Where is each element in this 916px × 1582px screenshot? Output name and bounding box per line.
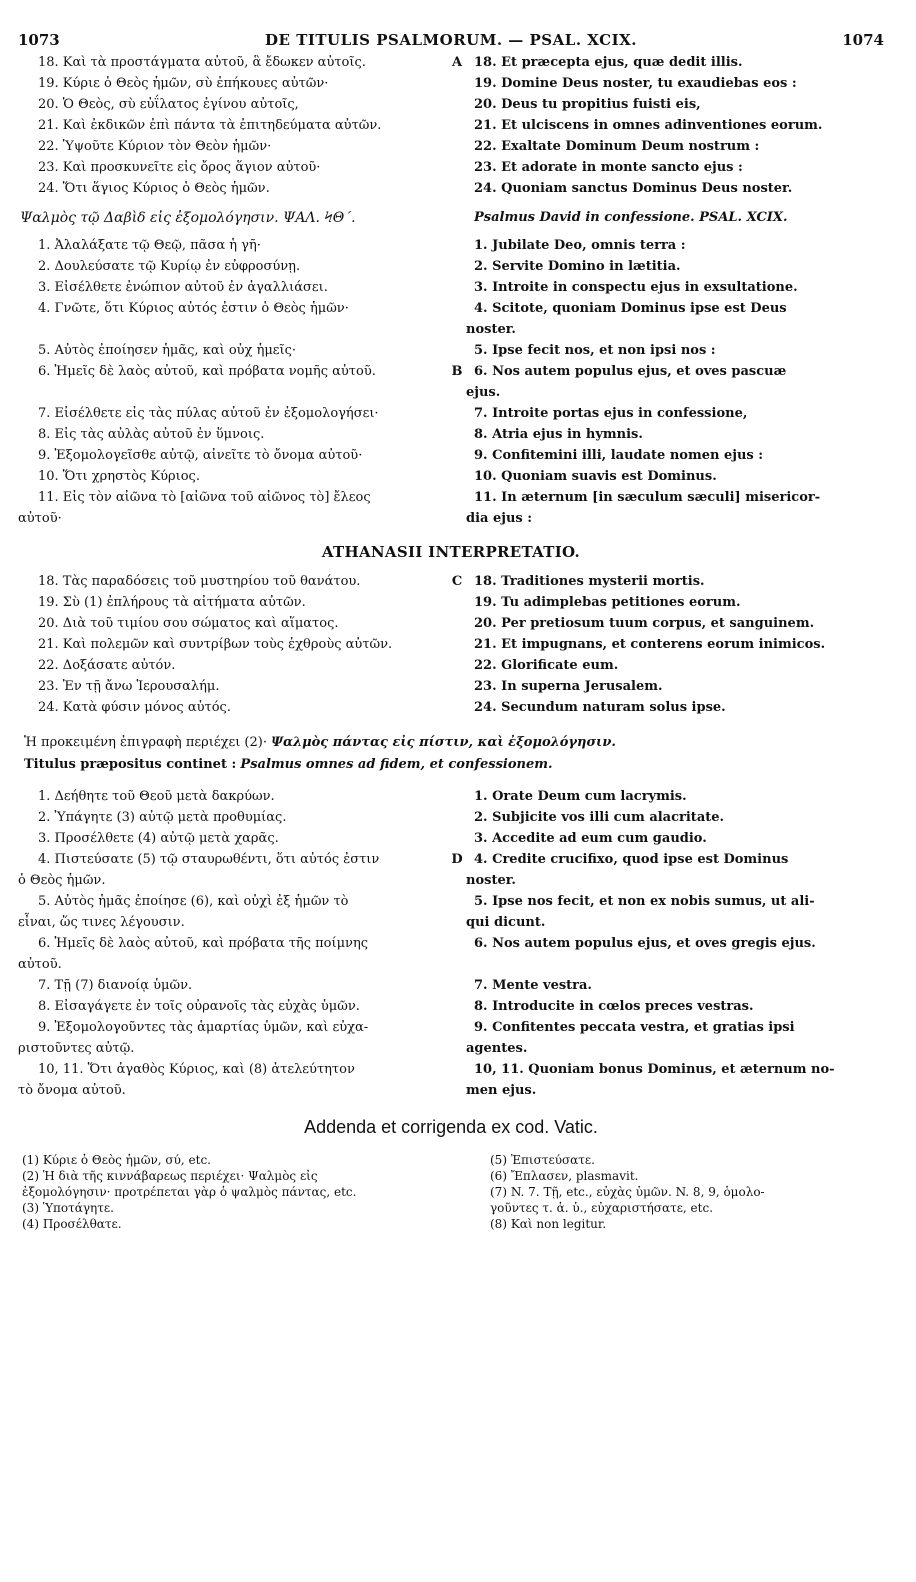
verse-row xyxy=(18,340,884,361)
verse-row xyxy=(18,178,884,199)
verse-row xyxy=(18,487,884,529)
verse-greek xyxy=(18,178,448,199)
verse-greek xyxy=(18,634,448,655)
verse-greek xyxy=(18,571,448,592)
verse-latin-text: 22. Exaltate Dominum Deum nostrum : xyxy=(474,139,760,154)
verse-greek xyxy=(18,256,448,277)
verse-latin-text: 1. Jubilate Deo, omnis terra : xyxy=(474,238,686,253)
verse-latin-text: 18. Traditiones mysterii mortis. xyxy=(474,574,705,589)
verse-latin-text: 2. Subjicite vos illi cum alacritate. xyxy=(474,810,725,825)
verse-latin-text: 19. Tu adimplebas petitiones eorum. xyxy=(474,595,741,610)
verse-greek-text: 2. Δουλεύσατε τῷ Κυρίῳ ἐν εὐφροσύνῃ. xyxy=(38,259,301,274)
verse-greek-text: 9. Ἐξομολογεῖσθε αὐτῷ, αἰνεῖτε τὸ ὄνομα αὐτοῦ· xyxy=(38,448,363,463)
verse-latin-text: 20. Deus tu propitius fuisti eis, xyxy=(474,97,701,112)
verse-greek-text: 3. Εἰσέλθετε ἐνώπιον αὐτοῦ ἐν ἀγαλλιάσει. xyxy=(38,280,328,295)
verse-greek-text: 10. Ὅτι χρηστὸς Κύριος. xyxy=(38,469,200,484)
verse-greek-continuation: τὸ ὄνομα αὐτοῦ. xyxy=(18,1083,126,1098)
verse-latin-text: 1. Orate Deum cum lacrymis. xyxy=(474,789,687,804)
verse-greek xyxy=(18,298,448,319)
verse-row xyxy=(18,786,884,807)
verse-row xyxy=(18,235,884,256)
verse-latin xyxy=(466,592,884,613)
verse-latin-continuation: noster. xyxy=(466,873,516,888)
verses-block-4 xyxy=(18,786,884,1101)
page xyxy=(18,28,884,1232)
verse-latin-text: 2. Servite Domino in lætitia. xyxy=(474,259,681,274)
verse-latin-text: 20. Per pretiosum tuum corpus, et sanguinem. xyxy=(474,616,815,631)
verse-row xyxy=(18,634,884,655)
verse-greek xyxy=(18,115,448,136)
verse-latin xyxy=(466,849,884,891)
verse-latin xyxy=(466,933,884,954)
verse-latin-text: 11. In æternum [in sæculum sæculi] misericor- xyxy=(474,490,821,505)
verse-row xyxy=(18,849,884,891)
verse-row xyxy=(18,94,884,115)
verse-greek xyxy=(18,52,448,73)
verse-row xyxy=(18,157,884,178)
verse-latin xyxy=(466,1059,884,1101)
verse-latin-text: 8. Introducite in cœlos preces vestras. xyxy=(474,999,754,1014)
verse-greek-text: 23. Καὶ προσκυνεῖτε εἰς ὄρος ἅγιον αὐτοῦ· xyxy=(38,160,321,175)
verse-greek xyxy=(18,592,448,613)
verse-row xyxy=(18,655,884,676)
verse-greek-text: 8. Εἰσαγάγετε ἐν τοῖς οὐρανοῖς τὰς εὐχὰς ὑμῶν. xyxy=(38,999,360,1014)
verse-greek xyxy=(18,445,448,466)
verse-latin xyxy=(466,996,884,1017)
verse-latin-text: 4. Scitote, quoniam Dominus ipse est Deus xyxy=(474,301,787,316)
verse-greek-text: 1. Δεήθητε τοῦ Θεοῦ μετὰ δακρύων. xyxy=(38,789,275,804)
verse-row xyxy=(18,933,884,975)
verse-latin xyxy=(466,73,884,94)
column-marker: B xyxy=(451,364,463,379)
verse-latin xyxy=(466,136,884,157)
verse-latin-continuation: dia ejus : xyxy=(466,511,533,526)
epigraph-latin-plain: Titulus præpositus continet : xyxy=(24,757,237,772)
verse-row xyxy=(18,361,884,403)
verse-latin xyxy=(466,157,884,178)
verse-latin-continuation: men ejus. xyxy=(466,1083,537,1098)
verse-greek-text: 22. Ὑψοῦτε Κύριον τὸν Θεὸν ἡμῶν· xyxy=(38,139,272,154)
addenda-note: (4) Προσέλθατε. xyxy=(22,1217,122,1231)
verse-row xyxy=(18,73,884,94)
verse-latin-text: 6. Nos autem populus ejus, et oves gregis ejus. xyxy=(474,936,816,951)
epigraph xyxy=(24,732,884,776)
verse-row xyxy=(18,445,884,466)
verse-row xyxy=(18,571,884,592)
verse-greek xyxy=(18,1017,448,1059)
section-title: ATHANASII INTERPRETATIO. xyxy=(321,543,581,561)
verse-row xyxy=(18,828,884,849)
verse-latin xyxy=(466,298,884,340)
verse-latin xyxy=(466,115,884,136)
verse-greek xyxy=(18,933,448,975)
verse-greek-text: 5. Αὐτὸς ἡμᾶς ἐποίησε (6), καὶ οὐχὶ ἐξ ἡμῶν τὸ xyxy=(38,894,349,909)
verse-greek-text: 23. Ἐν τῇ ἄνω Ἱερουσαλήμ. xyxy=(38,679,220,694)
verse-latin xyxy=(466,891,884,933)
verse-greek-text: 11. Εἰς τὸν αἰῶνα τὸ [αἰῶνα τοῦ αἰῶνος τὸ] ἔλεος xyxy=(38,490,371,505)
verse-row xyxy=(18,256,884,277)
verse-greek-text: 24. Ὅτι ἅγιος Κύριος ὁ Θεὸς ἡμῶν. xyxy=(38,181,270,196)
addenda-note: (6) Ἔπλασεν, plasmavit. xyxy=(490,1169,639,1183)
verse-latin-text: 23. In superna Jerusalem. xyxy=(474,679,663,694)
running-title: DE TITULIS PSALMORUM. — PSAL. XCIX. xyxy=(265,31,637,49)
page-number-right: 1074 xyxy=(842,31,884,49)
verse-row xyxy=(18,52,884,73)
verse-greek xyxy=(18,891,448,933)
verse-latin xyxy=(466,655,884,676)
verse-latin xyxy=(466,487,884,529)
verse-latin-text: 22. Glorificate eum. xyxy=(474,658,619,673)
verse-greek-text: 6. Ἡμεῖς δὲ λαὸς αὐτοῦ, καὶ πρόβατα τῆς ποίμνης xyxy=(38,936,369,951)
verse-greek xyxy=(18,157,448,178)
column-marker: A xyxy=(451,55,463,70)
verse-row xyxy=(18,403,884,424)
verse-greek-continuation: αὐτοῦ· xyxy=(18,511,62,526)
verse-greek-text: 20. Ὁ Θεὸς, σὺ εὐΐλατος ἐγίνου αὐτοῖς, xyxy=(38,97,299,112)
verse-latin-text: 19. Domine Deus noster, tu exaudiebas eos : xyxy=(474,76,797,91)
addenda-note: γοῦντες τ. ἁ. ὑ., εὐχαριστήσατε, etc. xyxy=(490,1201,714,1215)
verse-greek xyxy=(18,403,448,424)
verse-greek-text: 21. Καὶ ἐκδικῶν ἐπὶ πάντα τὰ ἐπιτηδεύματα αὐτῶν. xyxy=(38,118,382,133)
verse-greek xyxy=(18,466,448,487)
addenda-title: Addenda et corrigenda ex cod. Vatic. xyxy=(304,1117,598,1137)
epigraph-greek xyxy=(24,732,884,754)
addenda-note: (8) Καὶ non legitur. xyxy=(490,1217,607,1231)
verse-row xyxy=(18,115,884,136)
verse-latin-text: 24. Secundum naturam solus ipse. xyxy=(474,700,726,715)
verse-latin-text: 5. Ipse fecit nos, et non ipsi nos : xyxy=(474,343,716,358)
verses-block-3 xyxy=(18,571,884,718)
verse-latin xyxy=(466,975,884,996)
addenda-note: (5) Ἐπιστεύσατε. xyxy=(490,1153,595,1167)
verse-latin xyxy=(466,424,884,445)
verse-greek xyxy=(18,786,448,807)
verse-greek xyxy=(18,424,448,445)
verse-row xyxy=(18,277,884,298)
verse-latin-continuation: qui dicunt. xyxy=(466,915,546,930)
verse-greek xyxy=(18,235,448,256)
verse-greek-text: 4. Γνῶτε, ὅτι Κύριος αὐτός ἐστιν ὁ Θεὸς ἡμῶν· xyxy=(38,301,349,316)
verse-latin xyxy=(466,634,884,655)
verse-greek xyxy=(18,697,448,718)
verse-latin-text: 3. Introite in conspectu ejus in exsultatione. xyxy=(474,280,798,295)
verse-greek-text: 24. Κατὰ φύσιν μόνος αὐτός. xyxy=(38,700,231,715)
addenda-note: (3) Ὑποτάγητε. xyxy=(22,1201,114,1215)
verses-block-2 xyxy=(18,235,884,529)
verse-row xyxy=(18,697,884,718)
verse-latin-text: 7. Introite portas ejus in confessione, xyxy=(474,406,748,421)
verse-latin-text: 5. Ipse nos fecit, et non ex nobis sumus, ut ali- xyxy=(474,894,815,909)
verse-latin-continuation: agentes. xyxy=(466,1041,528,1056)
verse-greek xyxy=(18,340,448,361)
verse-greek-text: 8. Εἰς τὰς αὐλὰς αὐτοῦ ἐν ὕμνοις. xyxy=(38,427,265,442)
verse-greek xyxy=(18,94,448,115)
verse-row xyxy=(18,592,884,613)
verse-greek-text: 9. Ἐξομολογοῦντες τὰς ἁμαρτίας ὑμῶν, καὶ εὐχα- xyxy=(38,1020,369,1035)
verse-greek xyxy=(18,828,448,849)
verse-greek-text: 7. Εἰσέλθετε εἰς τὰς πύλας αὐτοῦ ἐν ἐξομολογήσει· xyxy=(38,406,379,421)
verse-greek xyxy=(18,487,448,529)
psalm-title-latin: Psalmus David in confessione. PSAL. XCIX. xyxy=(474,210,788,225)
verse-greek xyxy=(18,975,448,996)
verse-greek xyxy=(18,136,448,157)
verse-row xyxy=(18,676,884,697)
verse-greek xyxy=(18,849,448,891)
verse-greek-text: 7. Τῇ (7) διανοίᾳ ὑμῶν. xyxy=(38,978,193,993)
verse-row xyxy=(18,1017,884,1059)
verse-greek xyxy=(18,655,448,676)
verse-latin-text: 6. Nos autem populus ejus, et oves pascuæ xyxy=(474,364,787,379)
verse-greek-text: 19. Σὺ (1) ἐπλήρους τὰ αἰτήματα αὐτῶν. xyxy=(38,595,306,610)
verse-latin xyxy=(466,52,884,73)
psalm-title-greek: Ψαλμὸς τῷ Δαβὶδ εἰς ἐξομολόγησιν. ΨΑΛ. ϞΘ΄. xyxy=(20,210,356,226)
addenda-note: (2) Ἡ διὰ τῆς κιννάβαρεως περιέχει· Ψαλμὸς εἰς xyxy=(22,1169,318,1183)
verse-latin xyxy=(466,828,884,849)
verse-row xyxy=(18,466,884,487)
verse-greek-text: 18. Τὰς παραδόσεις τοῦ μυστηρίου τοῦ θανάτου. xyxy=(38,574,361,589)
verse-latin-text: 24. Quoniam sanctus Dominus Deus noster. xyxy=(474,181,793,196)
notes-left-column xyxy=(18,1152,462,1232)
verse-latin xyxy=(466,445,884,466)
verse-greek-text: 2. Ὑπάγητε (3) αὐτῷ μετὰ προθυμίας. xyxy=(38,810,287,825)
verse-latin xyxy=(466,676,884,697)
verse-latin xyxy=(466,697,884,718)
verse-greek-text: 20. Διὰ τοῦ τιμίου σου σώματος καὶ αἵματος. xyxy=(38,616,339,631)
verse-latin-text: 10. Quoniam suavis est Dominus. xyxy=(474,469,717,484)
verse-row xyxy=(18,424,884,445)
verse-greek-text: 3. Προσέλθετε (4) αὐτῷ μετὰ χαρᾶς. xyxy=(38,831,279,846)
verse-greek xyxy=(18,73,448,94)
verse-latin xyxy=(466,178,884,199)
verse-greek-text: 5. Αὐτὸς ἐποίησεν ἡμᾶς, καὶ οὐχ ἡμεῖς· xyxy=(38,343,297,358)
verse-greek-text: 1. Ἀλαλάξατε τῷ Θεῷ, πᾶσα ἡ γῆ· xyxy=(38,238,261,253)
verse-latin-text: 21. Et ulciscens in omnes adinventiones eorum. xyxy=(474,118,823,133)
verse-greek-text: 22. Δοξάσατε αὐτόν. xyxy=(38,658,176,673)
verse-row xyxy=(18,891,884,933)
addenda-note: (1) Κύριε ὁ Θεὸς ἡμῶν, σύ, etc. xyxy=(22,1153,211,1167)
verse-latin-text: 7. Mente vestra. xyxy=(474,978,592,993)
verse-row xyxy=(18,136,884,157)
verse-latin xyxy=(466,786,884,807)
verse-latin xyxy=(466,361,884,403)
epigraph-latin xyxy=(24,754,884,776)
verse-latin xyxy=(466,235,884,256)
verse-greek-continuation: αὐτοῦ. xyxy=(18,957,62,972)
verse-greek-text: 6. Ἡμεῖς δὲ λαὸς αὐτοῦ, καὶ πρόβατα νομῆς αὐτοῦ. xyxy=(38,364,376,379)
verse-row xyxy=(18,807,884,828)
running-header xyxy=(18,28,884,52)
epigraph-greek-plain: Ἡ προκειμένη ἐπιγραφὴ περιέχει (2)· xyxy=(24,735,267,750)
verse-greek-text: 4. Πιστεύσατε (5) τῷ σταυρωθέντι, ὅτι αὐτός ἐστιν xyxy=(38,852,380,867)
verses-block-1 xyxy=(18,52,884,199)
notes-right-column xyxy=(462,1152,884,1232)
verse-greek xyxy=(18,1059,448,1101)
verse-latin-text: 21. Et impugnans, et conterens eorum inimicos. xyxy=(474,637,826,652)
verse-latin-text: 23. Et adorate in monte sancto ejus : xyxy=(474,160,743,175)
addenda-note: ἐξομολόγησιν· προτρέπεται γὰρ ὁ ψαλμὸς πάντας, etc. xyxy=(22,1185,357,1199)
verse-greek xyxy=(18,807,448,828)
verse-greek xyxy=(18,361,448,382)
verse-latin xyxy=(466,340,884,361)
verse-latin-text: 3. Accedite ad eum cum gaudio. xyxy=(474,831,707,846)
verse-latin-continuation: noster. xyxy=(466,322,516,337)
verse-row xyxy=(18,1059,884,1101)
verse-row xyxy=(18,613,884,634)
epigraph-greek-italic: Ψαλμὸς πάντας εἰς πίστιν, καὶ ἐξομολόγησιν. xyxy=(271,735,616,750)
column-marker: D xyxy=(451,852,463,867)
page-number-left: 1073 xyxy=(18,31,60,49)
verse-latin-text: 9. Confitemini illi, laudate nomen ejus : xyxy=(474,448,764,463)
verse-latin-text: 4. Credite crucifixo, quod ipse est Dominus xyxy=(474,852,789,867)
verse-greek xyxy=(18,277,448,298)
verse-greek-text: 18. Καὶ τὰ προστάγματα αὐτοῦ, ἃ ἔδωκεν αὐτοῖς. xyxy=(38,55,366,70)
verse-latin-text: 10, 11. Quoniam bonus Dominus, et æternum no- xyxy=(474,1062,835,1077)
psalm-title xyxy=(18,207,884,229)
verse-greek-text: 21. Καὶ πολεμῶν καὶ συντρίβων τοὺς ἐχθροὺς αὐτῶν. xyxy=(38,637,393,652)
verse-latin xyxy=(466,807,884,828)
verse-latin-text: 18. Et præcepta ejus, quæ dedit illis. xyxy=(474,55,743,70)
verse-row xyxy=(18,975,884,996)
verse-latin xyxy=(466,466,884,487)
verse-greek-text: 10, 11. Ὅτι ἀγαθὸς Κύριος, καὶ (8) ἀτελεύτητον xyxy=(38,1062,355,1077)
verse-greek-continuation: εἶναι, ὥς τινες λέγουσιν. xyxy=(18,915,185,930)
verse-row xyxy=(18,298,884,340)
verse-greek-text: 19. Κύριε ὁ Θεὸς ἡμῶν, σὺ ἐπήκουες αὐτῶν· xyxy=(38,76,329,91)
verse-latin-text: 8. Atria ejus in hymnis. xyxy=(474,427,643,442)
verse-greek-continuation: ὁ Θεὸς ἡμῶν. xyxy=(18,873,106,888)
verse-greek xyxy=(18,676,448,697)
verse-latin xyxy=(466,1017,884,1059)
verse-latin xyxy=(466,403,884,424)
addenda-note: (7) N. 7. Τῇ, etc., εὐχὰς ὑμῶν. N. 8, 9, ὁμολο- xyxy=(490,1185,765,1199)
verse-latin xyxy=(466,571,884,592)
addenda-notes xyxy=(18,1152,884,1232)
verse-latin xyxy=(466,256,884,277)
verse-latin-text: 9. Confitentes peccata vestra, et gratias ipsi xyxy=(474,1020,795,1035)
verse-latin-continuation: ejus. xyxy=(466,385,501,400)
verse-latin xyxy=(466,277,884,298)
verse-greek-continuation: ριστοῦντες αὐτῷ. xyxy=(18,1041,135,1056)
verse-latin xyxy=(466,94,884,115)
verse-latin xyxy=(466,613,884,634)
column-marker: C xyxy=(451,574,463,589)
epigraph-latin-italic: Psalmus omnes ad fidem, et confessionem. xyxy=(240,757,553,772)
verse-greek xyxy=(18,613,448,634)
verse-greek xyxy=(18,996,448,1017)
verse-row xyxy=(18,996,884,1017)
